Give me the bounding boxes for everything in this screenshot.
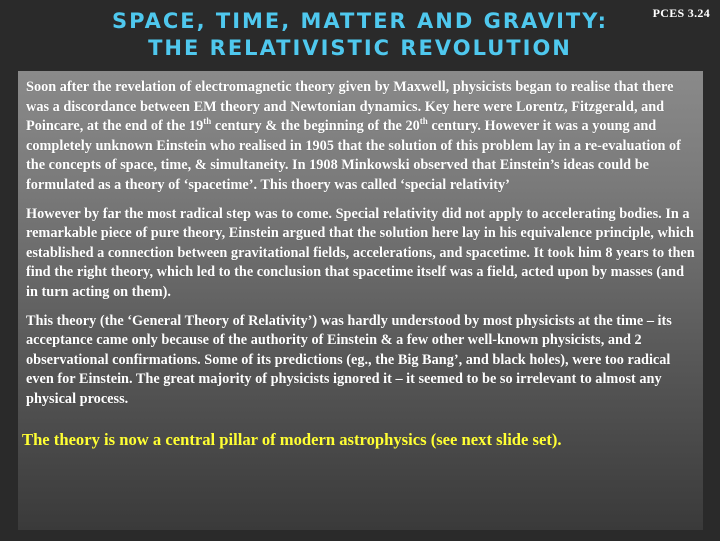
- slide-number: PCES 3.24: [652, 6, 710, 20]
- paragraph-special-relativity: [26, 78, 695, 196]
- paragraph-general-relativity: However by far the most radical step was to come. Special relativity did not apply to accelerating bodies. In a remarkable piece of pure theory, Einstein argued that the solution here lay in his equivalence principle, which established a connection between gravitational fields, accelerations, and spacetime. It took him 8 years to then find the right theory, which led to the conclusion that spacetime itself was a field, acted upon by masses (and in turn acting on them).: [26, 205, 695, 300]
- content-box: [18, 71, 703, 530]
- paragraph-reception: This theory (the ‘General Theory of Relativity’) was hardly understood by most physicists at the time – its acceptance came only because of the authority of Einstein & a few other well-known physicists, and 2 observational confirmations. Some of its predictions (eg., the Big Bang’, and black holes), were too radical even for Einstein. The great majority of physicists ignored it – it seemed to be so irrelevant to almost any physical process.: [26, 312, 672, 407]
- conclusion-text: The theory is now a central pillar of modern astrophysics (see next slide set).: [22, 430, 562, 449]
- superscript-th-1: th: [203, 116, 212, 127]
- slide-title: [0, 8, 720, 62]
- title-line-2: THE RELATIVISTIC REVOLUTION: [148, 36, 572, 60]
- paragraph-1-part-a: Soon after the revelation of electromagnetic theory given by Maxwell, physicists began to realise that there was a discordance between EM theory and Newtonian dynamics. Key here were Lorentz, Fitzgerald, and Poincare, at the end of the 19: [26, 79, 674, 135]
- superscript-th-2: th: [419, 116, 428, 127]
- paragraph-1-part-c: century. However it was a young and completely unknown Einstein who realised in 1905 that the solution of this problem lay in a re-evaluation of the concepts of space, time, & simultaneity. In 1908 Minkowski observed that Einstein’s ideas could be formulated as a theory of ‘spacetime’. This thoery was called ‘special relativity’: [26, 118, 681, 193]
- paragraph-1-part-b: century & the beginning of the 20: [211, 118, 420, 135]
- title-line-1: SPACE, TIME, MATTER AND GRAVITY:: [111, 9, 608, 33]
